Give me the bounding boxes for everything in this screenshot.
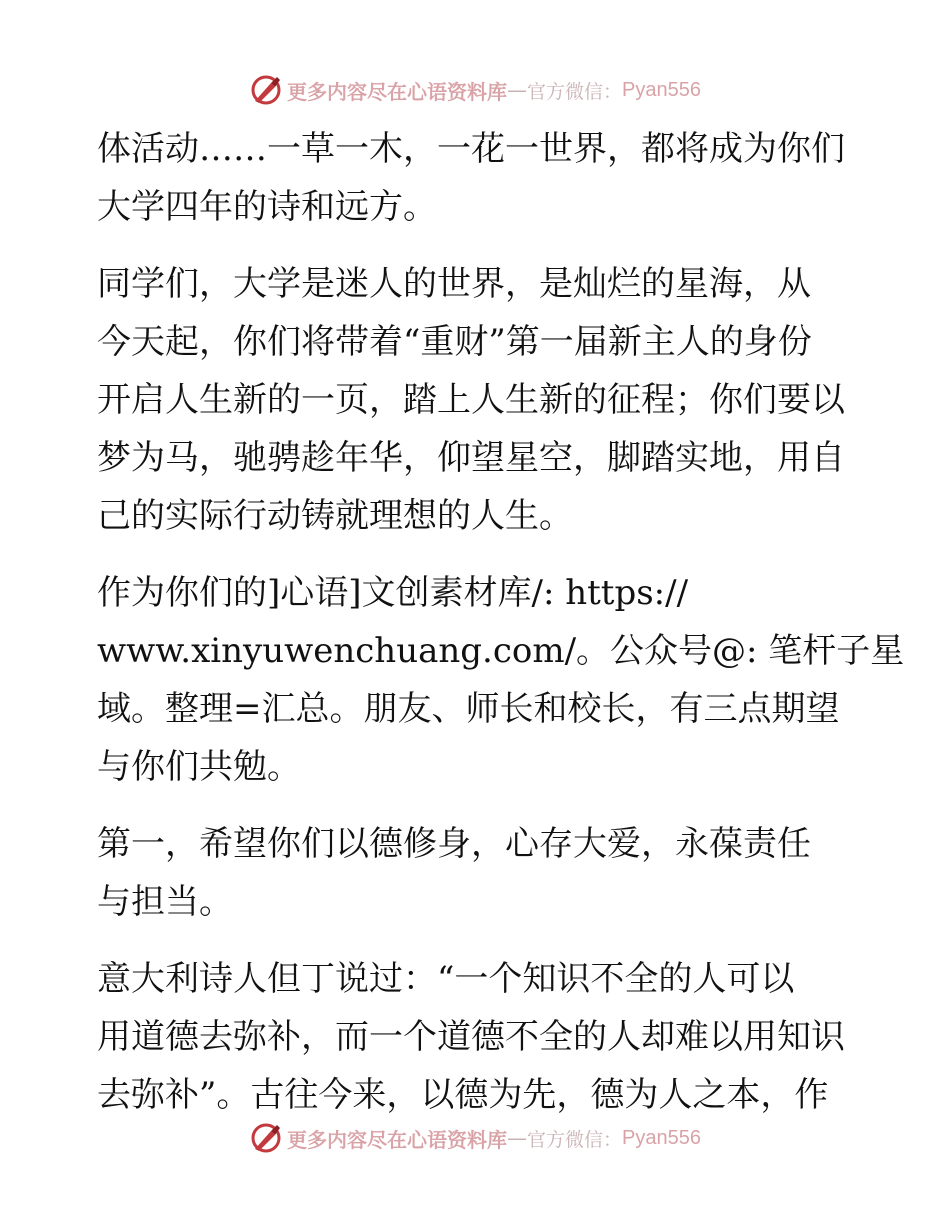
header-dash: — [507,78,527,102]
footer-dash: — [507,1126,527,1150]
text-line: 用道德去弥补，而一个道德不全的人却难以用知识 [97,1017,845,1057]
paragraph [97,950,857,1124]
text-line: 与担当。 [97,882,233,922]
footer-brand-text: 更多内容尽在心语资料库 [287,1127,507,1152]
text-line: 体活动……一草一木，一花一世界，都将成为你们 [97,129,845,169]
pen-logo-icon [249,73,283,107]
text-line: 域。整理=汇总。朋友、师长和校长，有三点期望 [97,689,840,729]
header-watermark [0,70,950,110]
paragraph [97,815,857,931]
text-line: 同学们，大学是迷人的世界，是灿烂的星海，从 [97,264,811,304]
header-wechat-id: Pyan556 [622,78,701,101]
footer-wechat-id: Pyan556 [622,1126,701,1149]
text-line: 第一，希望你们以德修身，心存大爱，永葆责任 [97,824,811,864]
paragraph [97,120,857,236]
header-wechat-label: 官方微信： [527,80,623,103]
footer-wechat-label: 官方微信： [527,1128,623,1151]
paragraph [97,564,905,796]
text-line: 意大利诗人但丁说过：“一个知识不全的人可以 [97,959,795,999]
paragraph [97,255,857,545]
footer-watermark [0,1118,950,1158]
text-line: 今天起，你们将带着“重财”第一届新主人的身份 [97,322,812,362]
text-line: www.xinyuwenchuang.com/。公众号@: 笔杆子星 [97,631,905,671]
header-brand-text: 更多内容尽在心语资料库 [287,79,507,104]
text-line: 去弥补”。古往今来，以德为先，德为人之本，作 [97,1075,829,1115]
text-line: 作为你们的]心语]文创素材库/: https:// [97,573,689,613]
text-line: 与你们共勉。 [97,747,301,787]
text-line: 梦为马，驰骋趁年华，仰望星空，脚踏实地，用自 [97,438,845,478]
pen-logo-icon [249,1121,283,1155]
body-text [97,120,905,1143]
text-line: 开启人生新的一页，踏上人生新的征程；你们要以 [97,380,845,420]
text-line: 大学四年的诗和远方。 [97,187,437,227]
text-line: 己的实际行动铸就理想的人生。 [97,496,573,536]
